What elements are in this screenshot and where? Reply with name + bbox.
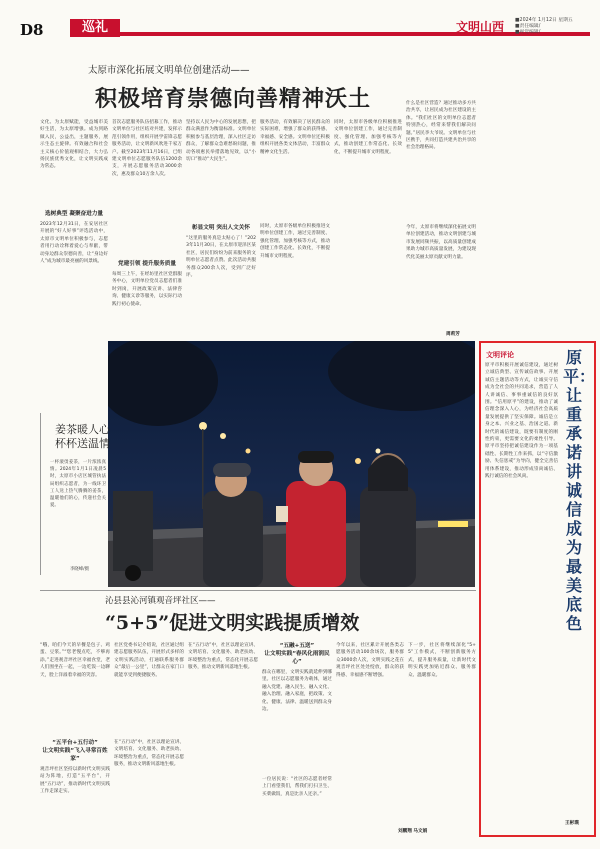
bottom-author: 刘鹏翔 马文娟	[398, 829, 428, 834]
body-text: 文化、为太原赋能，受益城市美好生活，为太原增强。成为到路做入民，公益出，主题服务，展示生态主旋律。有效融合和社会主义核心价值观相结合，大力弘扬民族优秀文化，让文明实践成为常态。	[40, 120, 108, 170]
bottom-column-1	[40, 642, 110, 832]
subheading: 彰显文明 突出人文关怀	[192, 225, 250, 231]
top-column-6	[406, 100, 476, 341]
top-author: 周莉芳	[446, 332, 460, 337]
issue-date: ■2024年 1月12日 星期五	[515, 18, 573, 23]
body-text: 在“五行动”中，社区以理论宣讲、文明培育、文化服务、助老扶幼、环境整治为重点，常态化开展志愿服务，推动文明新风落地生根。	[188, 643, 258, 671]
body-text: 首次志愿服务队伍招募工作，推动文明单位与社区结对共建，发挥示范引领作用，组织开展学雷锋志愿服务活动，让文明新风吹进千家万户。截至2023年11月16日，已组建文明单位志愿服务队伍1200余支，开展志愿服务活动3000余次，惠及群众10万余人次。	[112, 120, 182, 177]
body-text: 社区党委书记介绍说，社区通过组建志愿服务队伍，开展形式多样的文明实践活动，打通联系服务群众“最后一公里”，让群众在家门口就能享受到便捷服务。	[114, 643, 184, 678]
commentary-text: 原平市积极开展诚信建设，通过树立诚信典型、宣传诚信故事、开展诚信主题活动等方式，让诚实守信成为全社会的共同追求，营造了人人讲诚信、事事重诚信的良好氛围。“信用原平”的建设，推动了诚信理念深入人心，为经济社会高质量发展提供了坚实保障。诚信是立身之本、兴业之基、治国之道。新时代的诚信建设，既要有制度的刚性约束，更需要文化的柔性引导。原平市坚持把诚信建设作为一项基础性、长期性工作来抓，以“守信激励、失信惩戒”为导向，健全完善信用体系建设，推动形成崇尚诚信、践行诚信的社会风尚。	[485, 363, 558, 480]
commentary-title: 原平：让重承诺讲诚信成为最美底色	[563, 348, 596, 633]
responsible-editor: ■责任编辑/	[515, 24, 541, 29]
top-article-headline: 积极培育崇德向善精神沃土	[95, 86, 372, 112]
body-text: 每周三上午，在经坊里社区党群服务中心，文明单位党员志愿者们准时到岗，开展政策宣讲、法律咨询、健康义诊等服务，以实际行动践行初心使命。	[112, 272, 182, 307]
body-text: “这里的服务真是太贴心了！”2023年11月30日，在太原市迎泽区某社区，居民们纷纷为前来服务的文明单位志愿者点赞。此次活动共服务群众200余人次，受到广泛好评。	[186, 236, 256, 279]
bottom-column-6	[408, 642, 476, 832]
top-column-5	[334, 119, 402, 341]
top-article-subtitle: 太原市深化拓展文明单位创建活动——	[88, 65, 250, 76]
masthead-logo: 文明山西	[456, 20, 505, 34]
issue-info	[515, 18, 573, 36]
bottom-article-headline: “5+5”促进文明实践提质增效	[105, 612, 360, 634]
body-text: 群众在哪里，文明实践就延伸到哪里。社区以志愿服务为载体，通过融入党建、融入民生、融入文化、融入治理、融入家庭，把政策、文化、健康、法律、温暖送到群众身边。	[262, 670, 332, 713]
page-number: D8	[20, 21, 44, 39]
body-text: 今年，太原市将继续深化拓展文明单位创建活动，推动文明创建与城市发展同频共振，以高质量创建成果助力城市高质量发展，为建设现代化美丽太原贡献文明力量。	[406, 225, 476, 260]
body-text: 同时，太原市各级单位积极推进文明单位创建工作，通过完善制度、强化管理、加强考核等方式，推动创建工作常态化、长效化，不断提升城市文明程度。	[260, 224, 330, 259]
bottom-column-4	[262, 642, 332, 832]
divider	[40, 590, 476, 591]
commentary-tag: 文明评论	[486, 351, 514, 359]
body-text: 坚持以人民为中心的发展思想，把群众满意作为衡量标准。文明单位积极参与基层治理，深入社区走访群众，了解群众急难愁盼问题，推动各项惠民举措落地见效，以“小切口”推动“大民生”。	[186, 120, 256, 163]
subheading: 党建引领 提升服务质量	[118, 261, 176, 267]
body-text: “哦，咱们今天的早餐是包子、鸡蛋、豆浆。”“您老慢点吃，不够再添。”走进观音坪社区幸福食堂，老人们围坐在一起，一边吃饭一边聊天，脸上洋溢着幸福的笑容。	[40, 643, 110, 678]
body-text: 什么是社区营造？通过推动多方共治共享，让居民成为社区建设的主体。“我们社区的文明单位志愿者特别热心，经常来帮我们解决问题。”居民李大爷说。文明单位与社区携手，共同打造共建共治共享的社会治理格局。	[406, 101, 476, 151]
subheading: 选树典型 凝聚奋进力量	[45, 211, 103, 217]
section-label: 巡礼	[70, 19, 120, 37]
top-column-4	[260, 119, 330, 341]
commentary-author: 王彬璞	[565, 821, 579, 826]
body-text: 在“五行动”中，社区以理论宣讲、文明培育、文化服务、助老扶幼、环境整治为重点，常态化开展志愿服务，推动文明新风落地生根。	[114, 740, 184, 768]
photo-caption-text: 一杯滚烫姜茶，一片浓浓真情。2024年1月1日凌晨5时，太原市小店区城管执法局组织志愿者，为一线环卫工人送上热气腾腾的姜茶，温暖他们的心，传递社会关爱。	[50, 460, 106, 509]
top-column-1	[40, 119, 108, 341]
photo-caption-title: 姜茶暖人心 杯杯送温情	[55, 423, 110, 450]
bottom-column-3	[188, 642, 258, 832]
bottom-column-2	[114, 642, 184, 832]
visual-editor: ■视觉编辑/	[515, 30, 541, 35]
body-text: 观音坪社区坚持以新时代文明实践站为阵地，打造“五平台”，开展“五行动”，推动新时代文明实践工作走深走实。	[40, 767, 110, 795]
body-text: 今年以来，社区累计开展各类志愿服务活动100余场次，服务群众3000余人次，文明实践之花在观音坪社区处处绽放，群众的获得感、幸福感不断增强。	[336, 643, 404, 678]
body-text: 下一步，社区将继续深化“5+5”工作模式，不断创新服务方式，提升服务质量，让新时代文明实践更加贴近群众、服务群众、温暖群众。	[408, 643, 476, 678]
top-column-3	[186, 119, 256, 341]
body-text: 一位居民说：“社区的志愿者经常上门看望我们，帮我们打扫卫生、买菜做饭，真是比亲人还亲。”	[262, 777, 332, 797]
photo-credit: 李晓峰/摄	[70, 567, 90, 572]
bottom-column-5	[336, 642, 404, 832]
body-text: 同时，太原市各级单位积极推进文明单位创建工作，通过完善制度、强化管理、加强考核等方式，推动创建工作常态化、长效化，不断提升城市文明程度。	[334, 120, 402, 155]
news-photo	[108, 341, 475, 587]
top-column-2	[112, 119, 182, 341]
subheading: “五融+五送” 让文明实践“春风化雨润民心”	[264, 643, 330, 665]
street-night-photo	[108, 341, 475, 587]
body-text: 服务活动，有效解决了居民群众的实际困难，增强了群众的获得感、幸福感、安全感。文明单位还积极组织开展各类文体活动，丰富群众精神文化生活。	[260, 120, 330, 155]
subheading: “五平台+五行动” 让文明实践“飞入寻常百姓家”	[42, 740, 108, 762]
bottom-article-subtitle: 沁县县沁河镇观音坪社区——	[105, 596, 216, 606]
body-text: 2023年12月31日，在安居社区开展的“好人好事”评选活动中，太原市文明单位积极参与，志愿者用行动诠释着爱心与奉献，带动身边群众崇德向善，让“身边好人”成为城市最亮丽的风景线。	[40, 222, 108, 265]
